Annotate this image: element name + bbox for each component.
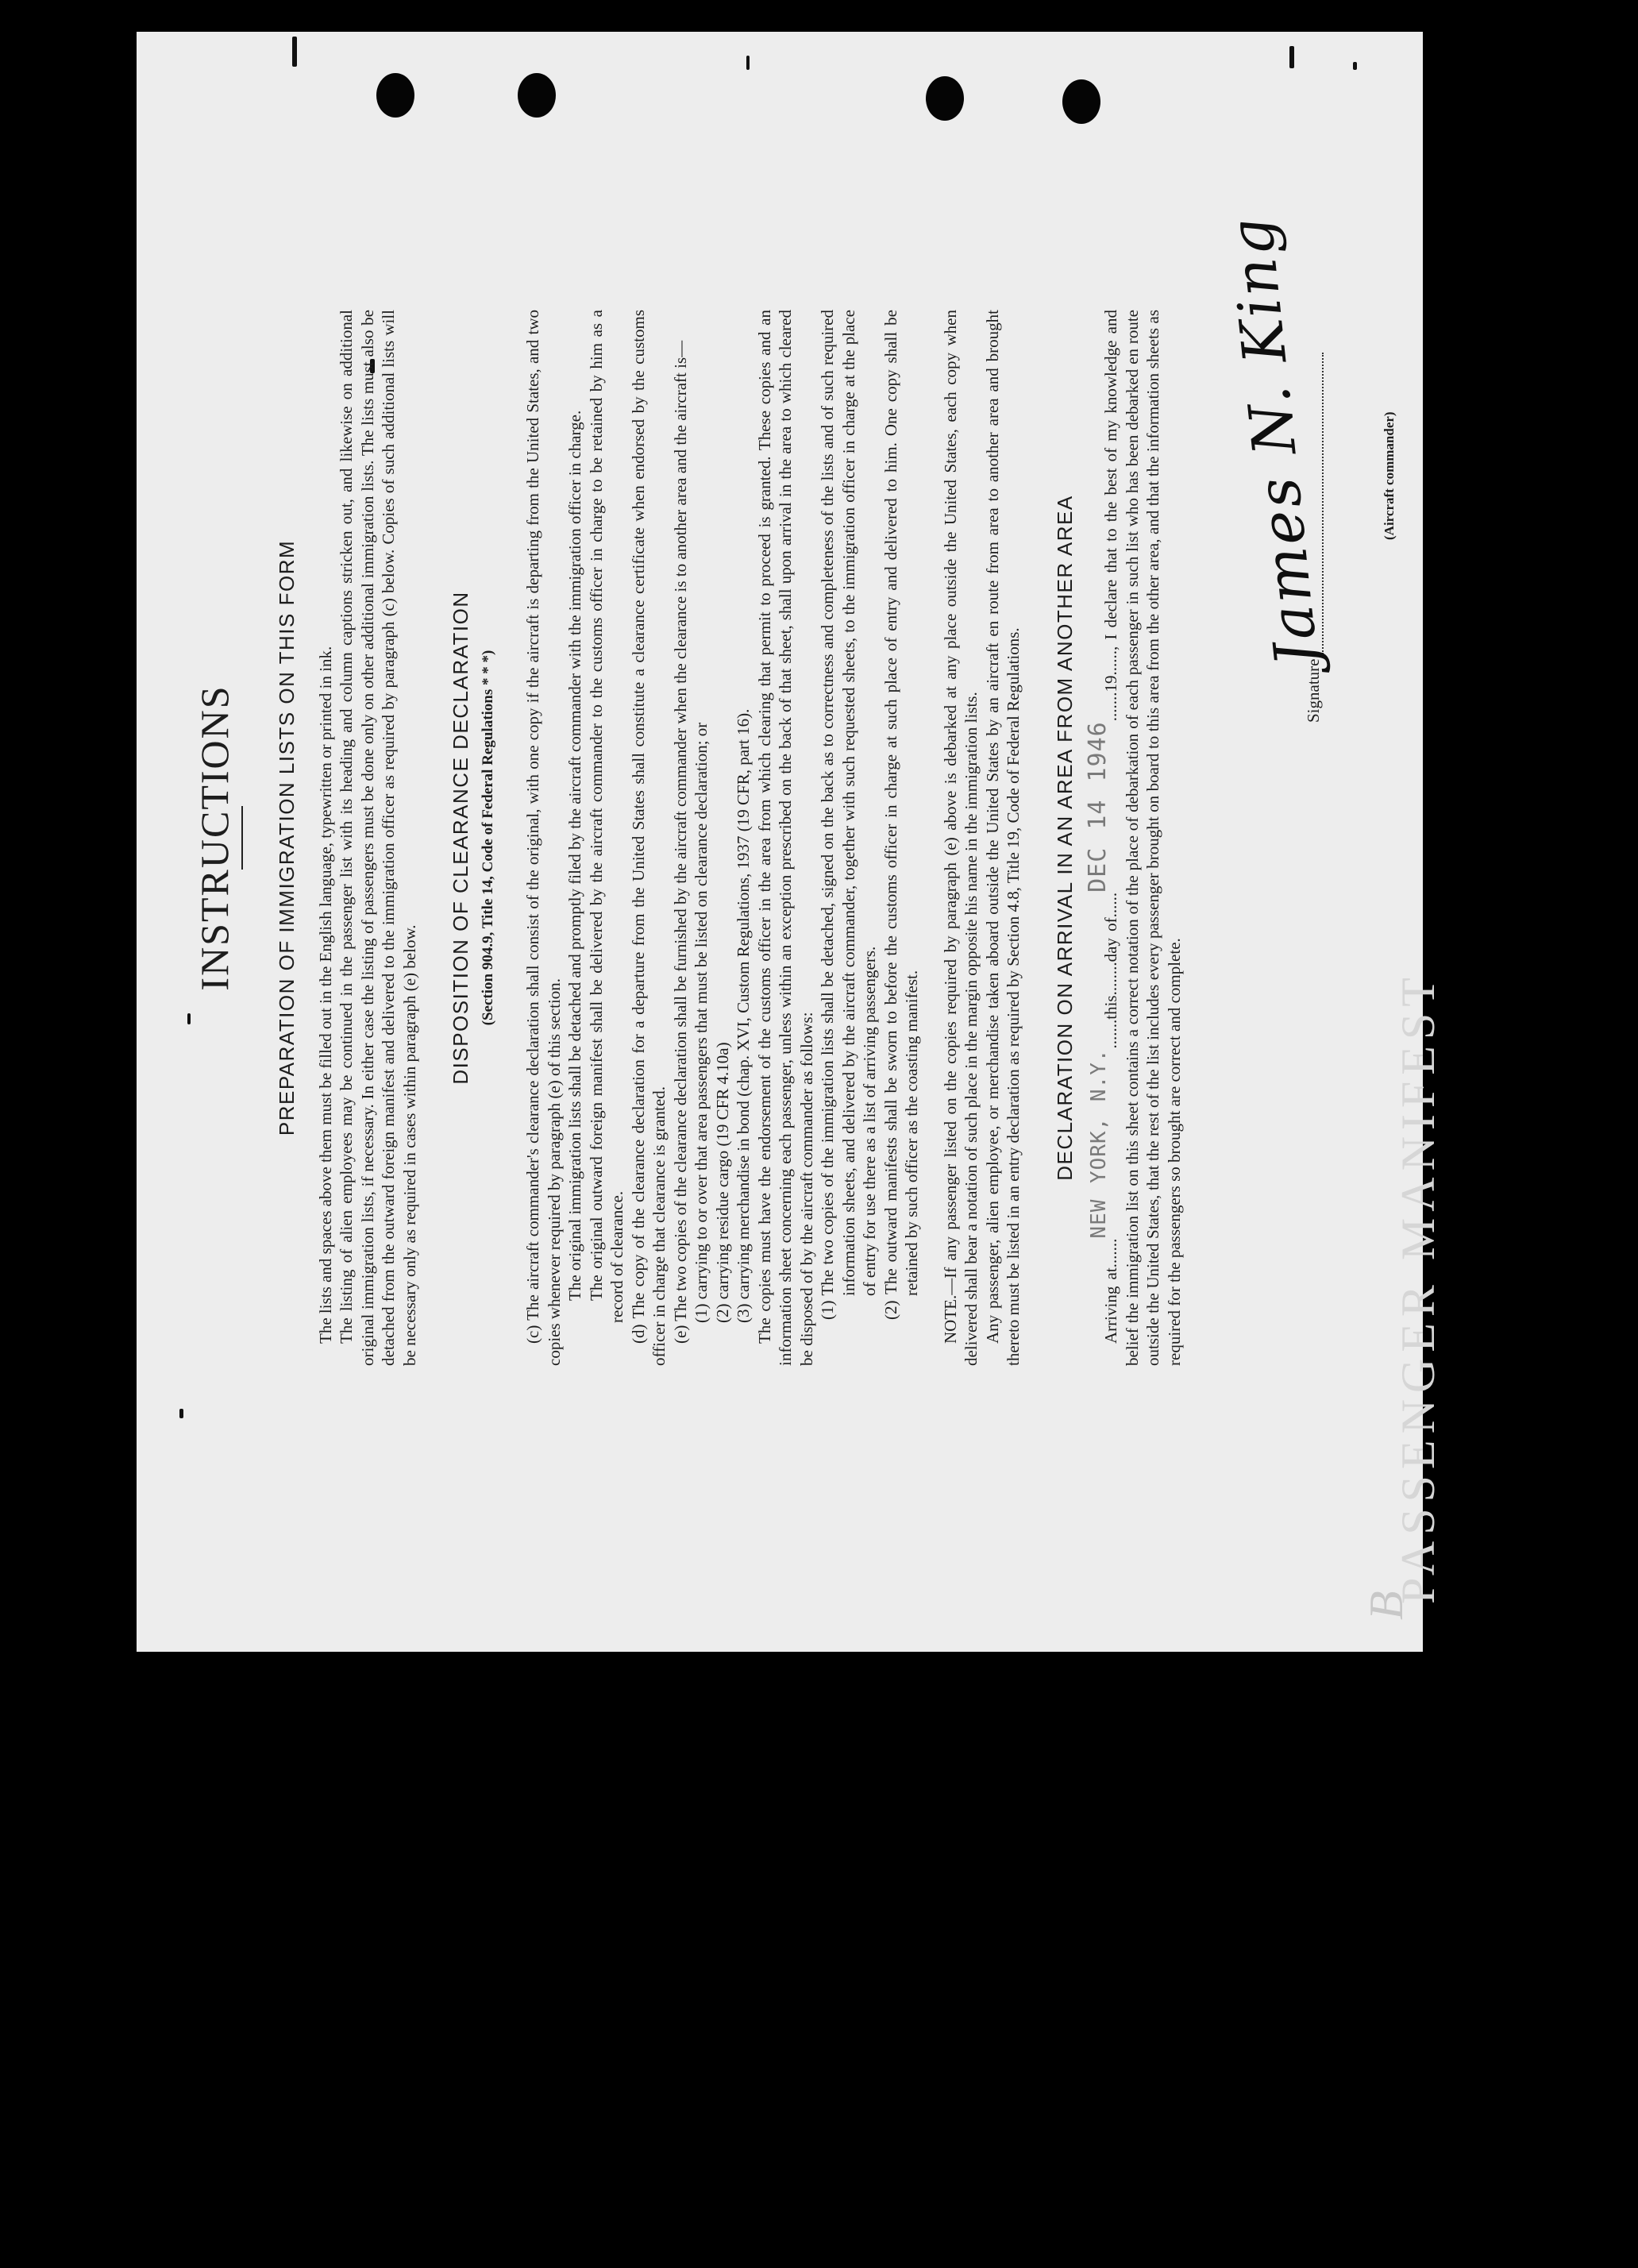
paragraph-d: (d) The copy of the clearance declaration for a departure from the United States shall constitute a clearance certificate when endorsed by the customs officer in charge that clearance is granted.	[628, 310, 669, 1366]
section-heading-disposition: DISPOSITION OF CLEARANCE DECLARATION	[449, 591, 472, 1085]
section-citation: (Section 904.9, Title 14, Code of Federal Regulations * * *)	[479, 650, 496, 1026]
bleed-through-mark: B	[1360, 1591, 1413, 1620]
list-item: (1) The two copies of the immigration lists shall be detached, signed on the back as to correctness and completeness of the lists and of such required information sheets, and delivered by the aircraft commander, together with such requested sheets, to the immigration officer in charge at the place of entry for use there as a list of arriving passengers.	[818, 310, 879, 1320]
day-label: day of	[1101, 917, 1120, 962]
title-rule	[241, 806, 243, 870]
signature-label: Signature	[1304, 658, 1323, 723]
page-title: INSTRUCTIONS	[192, 685, 237, 991]
arrival-place-stamp: NEW YORK, N.Y.	[1087, 1048, 1111, 1239]
this-label: this	[1101, 995, 1120, 1020]
list-item: (2) The outward manifests shall be sworn to before the customs officer in charge at such place of entry and delivered to him. One copy shall be retained by such officer as the coasting manifest.	[881, 310, 921, 1320]
list-item: (3) carrying merchandise in bond (chap. XVI, Custom Regulations, 1937 (19 CFR, part 16).	[734, 708, 753, 1323]
arriving-label: Arriving at	[1101, 1267, 1120, 1344]
paragraph: The listing of alien employees may be continued in the passenger list with its heading and column captions stricken out, and likewise on additional original immigration lists, if necessary. In either case the listing of passengers must be done only on other additional immigration lists. The lists must also be detached from the outward foreign manifest and delivered to the immigration officer as required by paragraph (c) below. Copies of such additional lists will be necessary only as required in cases within paragraph (e) below.	[337, 310, 419, 1366]
date-stamp: DEC 14 1946	[1084, 721, 1112, 893]
spacer	[923, 310, 940, 1366]
paragraph: The lists and spaces above them must be filled out in the English language, typewritten or printed in ink.	[315, 646, 335, 1344]
paragraph: The copies must have the endorsement of the customs officer in the area from which clearing that permit to proceed is granted. These copies and an information sheet concerning each passenger, unless within an exception prescribed on the back of that sheet, shall upon arrival in the area to which cleared be disposed of by the aircraft commander as follows:	[754, 310, 816, 1366]
paragraph: The original immigration lists shall be detached and promptly filed by the aircraft commander with the immigration officer in charge.	[565, 410, 584, 1301]
handwritten-signature: James N. King	[1216, 212, 1332, 669]
year-prefix: 19	[1101, 675, 1120, 692]
section-heading-declaration: DECLARATION ON ARRIVAL IN AN AREA FROM ANOTHER AREA	[1052, 495, 1077, 1181]
paragraph-e: (e) The two copies of the clearance declaration shall be furnished by the aircraft commander when the clearance is to another area and the aircraft is—	[670, 340, 690, 1344]
section-heading-preparation: PREPARATION OF IMMIGRATION LISTS ON THIS FORM	[275, 539, 299, 1136]
bleed-through-text: PASSENGER MANIFEST	[1392, 971, 1444, 1604]
paragraph: The original outward foreign manifest shall be delivered by the aircraft commander to the customs officer in charge to be retained by him as a record of clearance.	[586, 310, 626, 1323]
paragraph: Any passenger, alien employee, or merchandise taken aboard outside the United States by an aircraft en route from area to another area and brought thereto must be listed in an entry declaration as required by Section 4.8, Title 19, Code of Federal Regulations.	[982, 310, 1023, 1366]
document-page	[137, 32, 1444, 1652]
rotated-content	[137, 32, 1444, 1652]
declaration-paragraph: Arriving at.......NEW YORK, N.Y........this........day of......DEC 14 1946.......19......, I declare that to the best of my knowledge and belief the immigration list on this sheet contains a correct notation of the place of debarkation of each passenger in such list who has been debarked en route outside the United States, that the rest of the list includes every passenger brought on board to this area from the other area, and that the information sheets as required for the passengers so brought are correct and complete.	[1084, 310, 1184, 1366]
list-item: (2) carrying residue cargo (19 CFR 4.10a)	[712, 1042, 732, 1323]
note: NOTE.—If any passenger listed on the copies required by paragraph (e) above is debarked at any place outside the United States, each copy when delivered shall bear a notation of such place in the margin opposite his name in the immigration lists.	[940, 310, 981, 1366]
aircraft-commander-label: (Aircraft commander)	[1382, 411, 1397, 540]
list-item: (1) carrying to or over that area passengers that must be listed on clearance declaration; or	[692, 722, 711, 1323]
declaration-text: I declare that to the best of my knowledge and belief the immigration list on this sheet contains a correct notation of the place of debarkation of each passenger in such list who has been debarked en route outside the United States, that the rest of the list includes every passenger brought on board to this area from the other area, and that the information sheets as required for the passengers so brought are correct and complete.	[1101, 310, 1184, 1366]
instructions-body	[192, 310, 1185, 1366]
paragraph-c: (c) The aircraft commander's clearance declaration shall consist of the original, with one copy if the aircraft is departing from the United States, and two copies whenever required by paragraph (e) of this section.	[523, 310, 564, 1366]
